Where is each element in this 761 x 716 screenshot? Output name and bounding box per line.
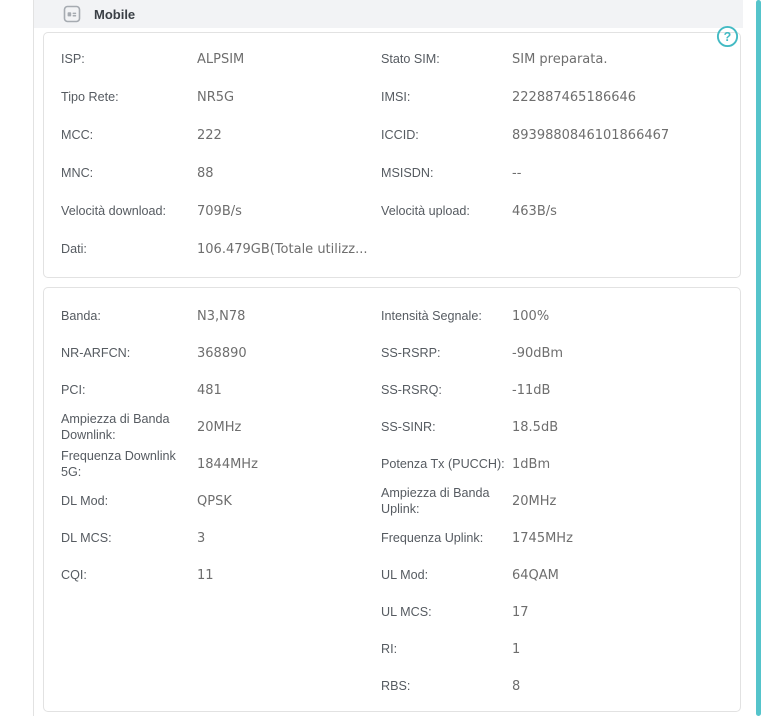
status-row: [44, 409, 381, 446]
row-value: -11dB: [512, 382, 551, 398]
row-value: 17: [512, 604, 529, 620]
sim-info-left-column: [44, 41, 381, 269]
row-value: -90dBm: [512, 345, 564, 361]
status-row: [381, 335, 740, 372]
row-label: CQI:: [61, 567, 87, 582]
row-label: PCI:: [61, 382, 86, 397]
row-value: 100%: [512, 308, 550, 324]
status-row: [44, 520, 381, 557]
status-row: [44, 335, 381, 372]
scrollbar-thumb[interactable]: [756, 0, 761, 716]
row-label: Banda:: [61, 308, 101, 323]
status-row: [44, 117, 381, 155]
cards-container: [34, 28, 743, 712]
status-row: [381, 557, 740, 594]
row-label: Stato SIM:: [381, 52, 440, 67]
row-label: MNC:: [61, 166, 94, 181]
status-row: [44, 79, 381, 117]
row-label: Ampiezza di Banda Uplink:: [381, 485, 490, 516]
row-label: ISP:: [61, 52, 85, 67]
radio-info-grid: [44, 298, 740, 705]
row-value: 88: [197, 166, 214, 182]
row-value: 1745MHz: [512, 530, 573, 546]
row-label: NR-ARFCN:: [61, 345, 131, 360]
row-value: 463B/s: [512, 204, 557, 220]
status-row: [44, 231, 381, 269]
row-value: N3,N78: [197, 308, 246, 324]
row-label: Frequenza Uplink:: [381, 530, 484, 545]
row-label: Ampiezza di Banda Downlink:: [61, 411, 170, 442]
row-value: --: [512, 166, 522, 182]
section-title: Mobile: [94, 6, 136, 22]
status-row: [381, 409, 740, 446]
help-button[interactable]: [716, 25, 739, 48]
row-value: 8939880846101866467: [512, 128, 670, 144]
row-label: DL MCS:: [61, 530, 112, 545]
status-row: [381, 298, 740, 335]
row-label: Potenza Tx (PUCCH):: [381, 456, 505, 471]
status-row: [381, 41, 740, 79]
row-value: 1dBm: [512, 456, 551, 472]
status-row: [44, 372, 381, 409]
row-value: 20MHz: [197, 419, 242, 435]
svg-text:?: ?: [723, 30, 732, 44]
status-row: [381, 483, 740, 520]
row-label: UL MCS:: [381, 604, 432, 619]
radio-info-right-column: [381, 298, 740, 705]
row-value: NR5G: [197, 90, 235, 106]
row-label: Frequenza Downlink 5G:: [61, 448, 176, 479]
status-row: [381, 520, 740, 557]
row-value: 106.479GB(Totale utilizz...: [197, 242, 368, 258]
row-value: 8: [512, 678, 521, 694]
row-label: DL Mod:: [61, 493, 109, 508]
row-value: 481: [197, 382, 222, 398]
status-row: [381, 193, 740, 231]
radio-info-card: [43, 287, 741, 712]
row-value: 3: [197, 530, 206, 546]
sim-card-icon: [63, 5, 81, 23]
status-row: [44, 193, 381, 231]
row-value: 709B/s: [197, 204, 242, 220]
question-mark-icon: [716, 25, 739, 48]
row-label: SS-SINR:: [381, 419, 436, 434]
status-row: [381, 446, 740, 483]
row-value: SIM preparata.: [512, 52, 608, 68]
status-row: [381, 155, 740, 193]
mobile-status-section: [33, 0, 743, 716]
row-value: 222887465186646: [512, 90, 637, 106]
row-label: MCC:: [61, 128, 94, 143]
row-label: SS-RSRP:: [381, 345, 441, 360]
row-value: 222: [197, 128, 222, 144]
status-row: [44, 446, 381, 483]
row-value: 1844MHz: [197, 456, 258, 472]
row-value: 368890: [197, 345, 247, 361]
row-value: 64QAM: [512, 567, 559, 583]
sim-info-grid: [44, 41, 740, 269]
row-value: 18.5dB: [512, 419, 559, 435]
row-value: ALPSIM: [197, 52, 245, 68]
status-row: [381, 79, 740, 117]
status-row: [381, 631, 740, 668]
radio-info-left-column: [44, 298, 381, 594]
row-label: Velocità upload:: [381, 204, 470, 219]
row-label: RI:: [381, 641, 398, 656]
row-label: Dati:: [61, 242, 87, 257]
row-value: 11: [197, 567, 214, 583]
status-row: [44, 557, 381, 594]
sim-info-right-column: [381, 41, 740, 231]
section-header: [34, 0, 743, 28]
row-value: 1: [512, 641, 521, 657]
status-row: [44, 298, 381, 335]
status-row: [44, 41, 381, 79]
status-row: [44, 483, 381, 520]
row-value: QPSK: [197, 493, 232, 509]
status-row: [381, 668, 740, 705]
row-label: MSISDN:: [381, 166, 434, 181]
row-label: SS-RSRQ:: [381, 382, 442, 397]
status-row: [381, 594, 740, 631]
status-row: [44, 155, 381, 193]
row-label: IMSI:: [381, 90, 411, 105]
status-row: [381, 372, 740, 409]
row-label: Velocità download:: [61, 204, 167, 219]
row-value: 20MHz: [512, 493, 557, 509]
row-label: ICCID:: [381, 128, 419, 143]
sim-info-card: [43, 32, 741, 278]
row-label: RBS:: [381, 678, 411, 693]
row-label: UL Mod:: [381, 567, 429, 582]
row-label: Intensità Segnale:: [381, 308, 482, 323]
status-row: [381, 117, 740, 155]
row-label: Tipo Rete:: [61, 90, 119, 105]
